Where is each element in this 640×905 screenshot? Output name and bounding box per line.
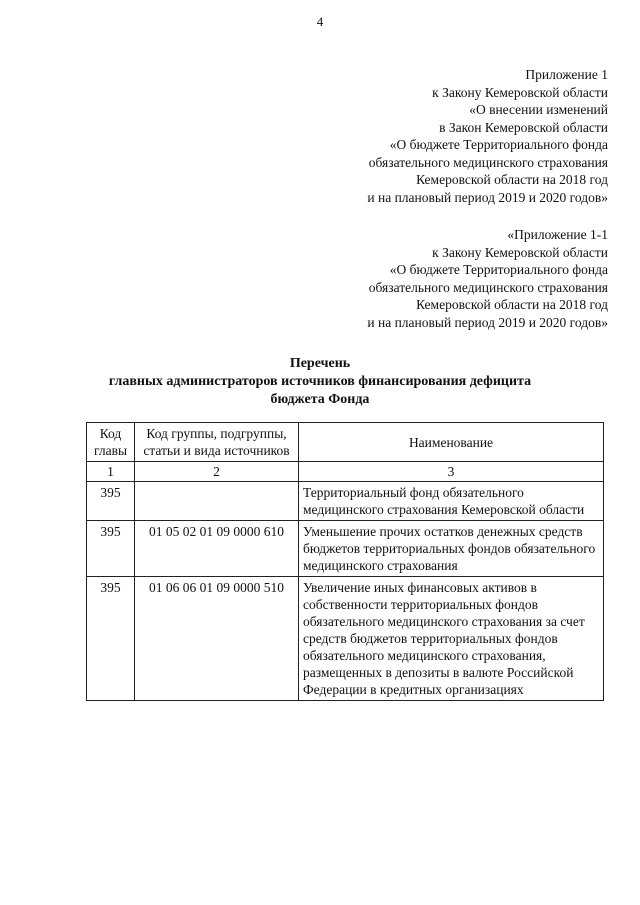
document-title (0, 355, 640, 409)
title-line: главных администраторов источников финансирования дефицита (108, 374, 532, 389)
header-text: статьи и вида источников (143, 443, 290, 458)
title-line: бюджета Фонда (270, 392, 370, 407)
appendix-1-line: Приложение 1 (525, 67, 608, 82)
name-cell: Уменьшение прочих остатков денежных средств бюджетов территориальных фондов обязательного медицинского страхования (299, 521, 604, 577)
group-code-cell: 01 05 02 01 09 0000 610 (135, 521, 299, 577)
appendix-1-1-line: и на плановый период 2019 и 2020 годов» (367, 314, 608, 330)
appendix-1-line: в Закон Кемеровской области (439, 119, 608, 135)
appendix-1-1-line: к Закону Кемеровской области (432, 244, 608, 260)
table-header-row (87, 423, 604, 462)
column-number: 1 (87, 462, 135, 482)
appendix-1-line: Кемеровской области на 2018 год (416, 172, 608, 187)
administrators-table (86, 422, 604, 701)
header-chapter-code (87, 423, 135, 462)
appendix-1-1-line: «Приложение 1-1 (507, 227, 608, 242)
appendix-1-line: «О внесении изменений (469, 102, 608, 117)
appendix-1-1-header (367, 226, 608, 331)
column-number: 2 (135, 462, 299, 482)
header-text: Код группы, подгруппы, (146, 426, 287, 441)
title-line: Перечень (289, 356, 351, 371)
table-numbering-row (87, 462, 604, 482)
appendix-1-line: обязательного медицинского страхования (368, 154, 608, 170)
table-row (87, 521, 604, 577)
chapter-code-cell: 395 (87, 482, 135, 521)
chapter-code-cell: 395 (87, 521, 135, 577)
page-number: 4 (316, 14, 324, 29)
group-code-cell (135, 482, 299, 521)
table-row (87, 482, 604, 521)
name-cell: Территориальный фонд обязательного медицинского страхования Кемеровской области (299, 482, 604, 521)
header-text: Код (99, 426, 122, 441)
group-code-cell: 01 06 06 01 09 0000 510 (135, 577, 299, 701)
header-text: Наименование (408, 434, 494, 450)
table-row (87, 577, 604, 701)
header-text: главы (93, 443, 128, 458)
appendix-1-line: «О бюджете Территориального фонда (389, 137, 608, 152)
header-group-code (135, 423, 299, 462)
appendix-1-1-line: обязательного медицинского страхования (368, 279, 608, 295)
column-number: 3 (299, 462, 604, 482)
appendix-1-line: и на плановый период 2019 и 2020 годов» (367, 189, 608, 205)
appendix-1-1-line: Кемеровской области на 2018 год (416, 297, 608, 312)
appendix-1-line: к Закону Кемеровской области (432, 84, 608, 100)
header-name (299, 423, 604, 462)
name-cell: Увеличение иных финансовых активов в собственности территориальных фондов обязательного медицинского страхования за счет средств бюджетов территориальных фондов обязательного медицинского страхования, размещенных в депозиты в валюте Российской Федерации в кредитных организациях (299, 577, 604, 701)
chapter-code-cell: 395 (87, 577, 135, 701)
appendix-1-1-line: «О бюджете Территориального фонда (389, 262, 608, 277)
appendix-1-header (367, 66, 608, 206)
